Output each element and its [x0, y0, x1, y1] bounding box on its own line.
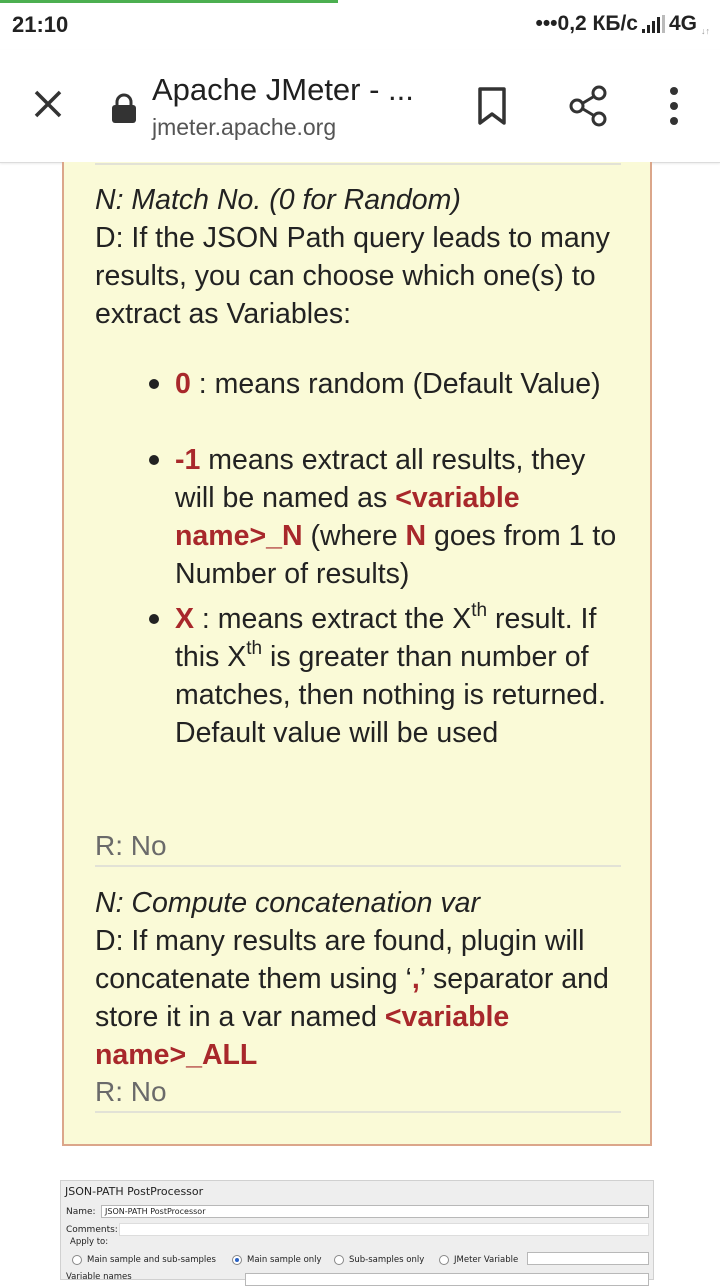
match-no-desc: D: If the JSON Path query leads to many results, you can choose which one(s) to extract as Variables: — [95, 222, 610, 330]
page-title: Apache JMeter - ... — [152, 72, 414, 107]
share-icon — [566, 84, 610, 128]
network-type: 4G — [668, 12, 697, 35]
radio-jmeter-variable[interactable] — [439, 1255, 449, 1265]
radio-label: Sub-samples only — [349, 1255, 425, 1265]
bookmark-icon — [474, 86, 510, 126]
radio-main-only[interactable] — [232, 1255, 242, 1265]
page-load-progress — [0, 0, 338, 3]
data-arrows-icon: ↓↑ — [701, 26, 710, 36]
required-label: R: No — [95, 1076, 167, 1107]
divider — [95, 163, 621, 165]
name-field[interactable]: JSON-PATH PostProcessor — [101, 1205, 649, 1218]
more-vert-icon — [660, 84, 688, 128]
radio-sub-only[interactable] — [334, 1255, 344, 1265]
bullet-dot — [149, 614, 159, 624]
divider — [95, 1111, 621, 1113]
radio-main-and-sub[interactable] — [72, 1255, 82, 1265]
concat-name: N: Compute concatenation var — [95, 887, 480, 919]
browser-toolbar — [0, 50, 720, 163]
divider — [95, 865, 621, 867]
close-icon — [28, 84, 68, 124]
jmeter-panel-title: JSON-PATH PostProcessor — [65, 1185, 204, 1198]
close-button[interactable] — [28, 84, 68, 124]
share-button[interactable] — [566, 84, 610, 128]
status-time: 21:10 — [12, 12, 69, 37]
jmeter-screenshot — [60, 1180, 654, 1280]
jmeter-variable-field[interactable] — [527, 1252, 649, 1265]
lock-icon — [110, 92, 138, 124]
variable-names-label: Variable names — [66, 1272, 132, 1282]
required-label: R: No — [95, 830, 167, 861]
status-bar — [0, 0, 720, 50]
radio-label: JMeter Variable — [454, 1255, 519, 1265]
signal-icon — [642, 15, 665, 33]
page-url[interactable]: jmeter.apache.org — [152, 114, 337, 140]
bullet-dot — [149, 455, 159, 465]
concat-desc: D: If many results are found, plugin will concatenate them using ‘,’ separator and store it in a var named <variable name>_ALL — [95, 925, 609, 1071]
list-item: 0 : means random (Default Value) — [175, 368, 601, 400]
status-indicators — [535, 12, 710, 36]
match-no-name: N: Match No. (0 for Random) — [95, 184, 461, 216]
comments-label: Comments: — [66, 1225, 118, 1235]
bullet-dot — [149, 379, 159, 389]
comments-field[interactable] — [119, 1223, 649, 1236]
list-item: -1 means extract all results, they will be named as <variable name>_N (where N goes from 1 to Number of results) — [175, 444, 617, 590]
network-speed: •••0,2 КБ/с — [535, 12, 638, 35]
radio-label: Main sample only — [247, 1255, 322, 1265]
apply-to-label: Apply to: — [70, 1237, 109, 1247]
name-label: Name: — [66, 1207, 96, 1217]
more-options-button[interactable] — [660, 84, 688, 128]
list-item: X : means extract the Xth result. If this Xth is greater than number of matches, then nothing is returned. Default value will be used — [175, 600, 606, 749]
radio-label: Main sample and sub-samples — [87, 1255, 216, 1265]
bookmark-button[interactable] — [474, 86, 510, 126]
